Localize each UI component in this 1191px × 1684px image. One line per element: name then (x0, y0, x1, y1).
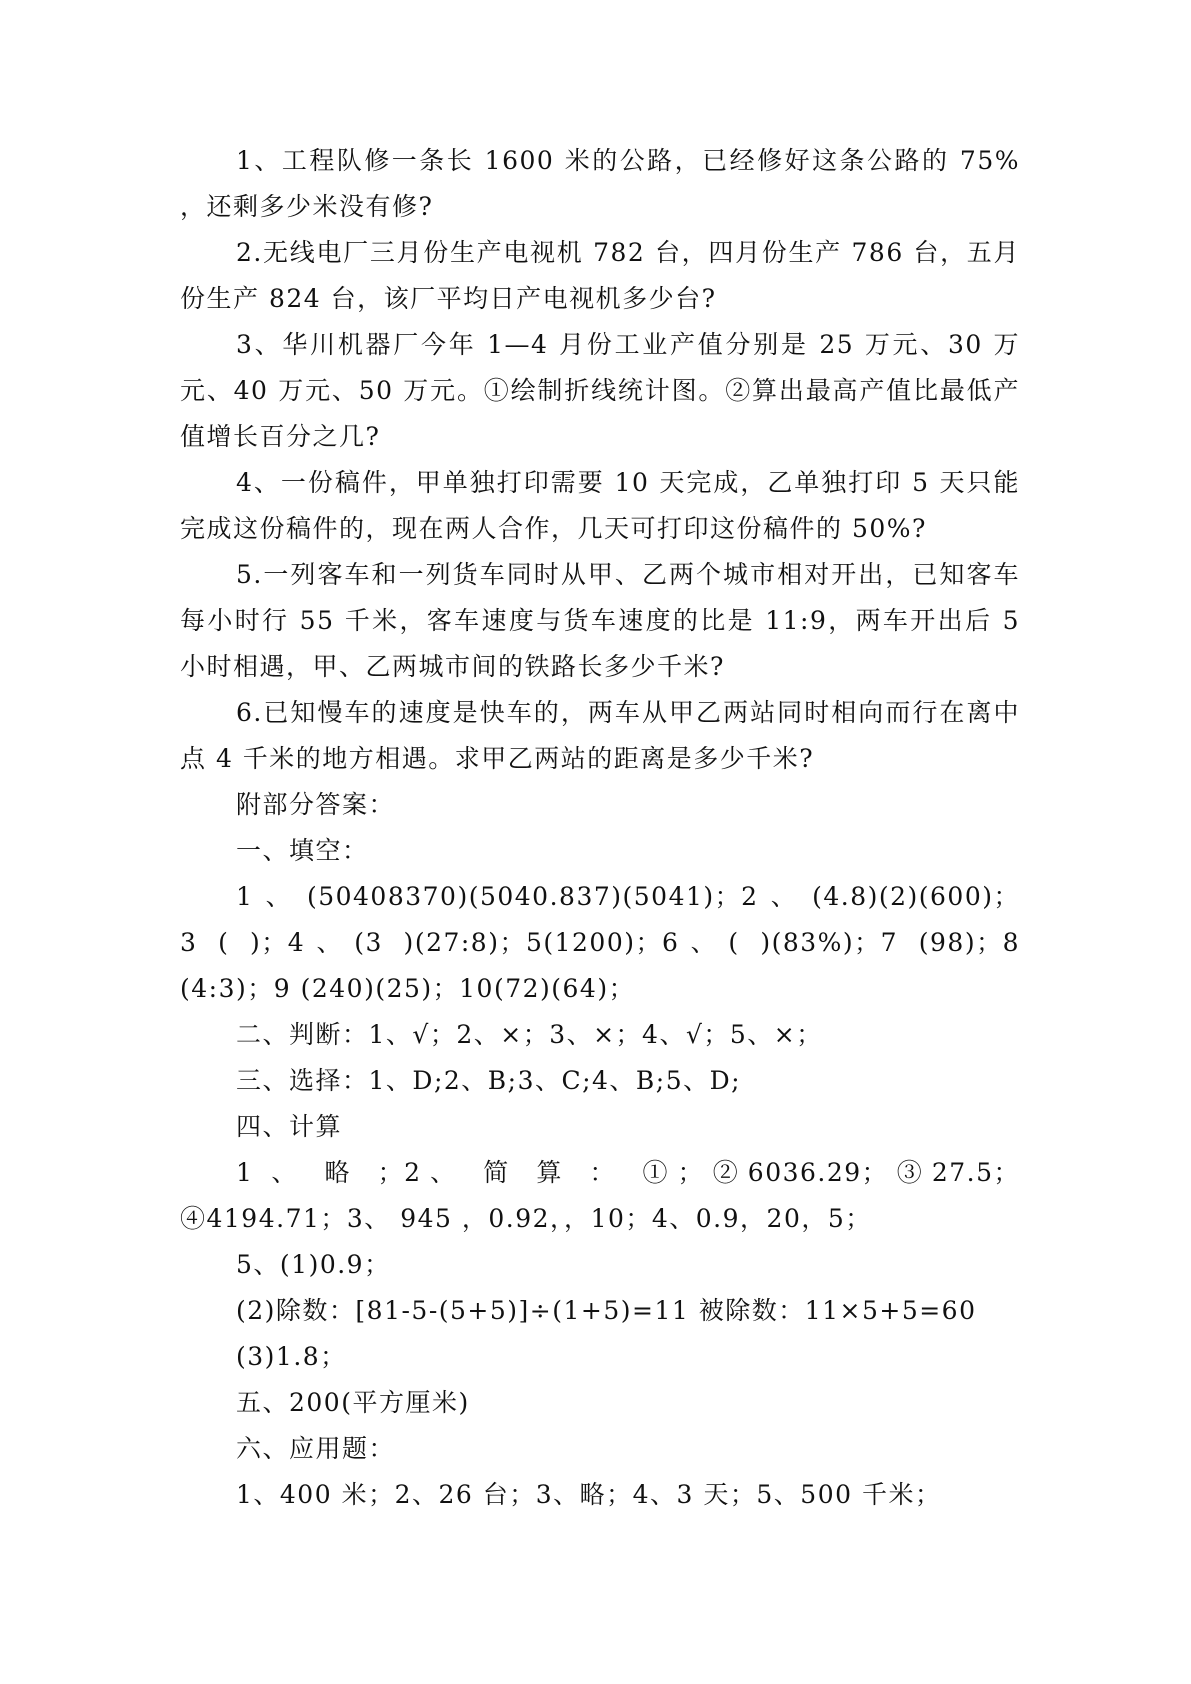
judgement-answers: 二、判断：1、√；2、×；3、×；4、√；5、×； (236, 1020, 823, 1049)
calculation-5-part-3: (3)1.8； (236, 1342, 347, 1371)
problem-5: 5.一列客车和一列货车同时从甲、乙两个城市相对开出，已知客车每小时行 55 千米，客车速度与货车速度的比是 11:9，两车开出后 5 小时相遇，甲、乙两城市间的铁路长多少千米? (180, 560, 1020, 681)
calculation-5-part-2: (2)除数：[81-5-(5+5)]÷(1+5)=11 被除数：11×5+5=60 (236, 1296, 977, 1325)
calculation-5-part-1: 5、(1)0.9； (236, 1250, 391, 1279)
problem-2: 2.无线电厂三月份生产电视机 782 台，四月份生产 786 台，五月份生产 824 台，该厂平均日产电视机多少台? (180, 238, 1020, 313)
answers-heading: 附部分答案： (236, 790, 396, 819)
application-answers: 1、400 米；2、26 台；3、略；4、3 天；5、500 千米； (236, 1480, 942, 1509)
problem-3: 3、华川机器厂今年 1—4 月份工业产值分别是 25 万元、30 万元、40 万元、50 万元。①绘制折线统计图。②算出最高产值比最低产值增长百分之几? (180, 330, 1020, 451)
fill-blank-title: 一、填空： (236, 836, 369, 865)
application-title: 六、应用题： (236, 1434, 396, 1463)
section-5-answer: 五、200(平方厘米) (236, 1388, 470, 1417)
choice-answers: 三、选择：1、D;2、B;3、C;4、B;5、D; (236, 1066, 742, 1095)
fill-blank-answers: 1 、 (50408370)(5040.837)(5041)；2 、 (4.8)(2)(600)；3 ( )；4、(3 )(27:8)；5(1200)；6、( )(83%)；7 (98)；8 (4:3)；9 (240)(25)；10(72)(64)； (180, 882, 1020, 1003)
document-body (180, 138, 1020, 1518)
problem-1: 1、工程队修一条长 1600 米的公路，已经修好这条公路的 75% ，还剩多少米没有修? (180, 146, 1020, 221)
calculation-answers: 1 、 略 ；2、 简 算 ： ①；②6036.29；③27.5；④4194.71；3、 945 ，0.92，，10；4、0.9，20，5； (180, 1158, 1020, 1233)
calculation-title: 四、计算 (236, 1112, 343, 1141)
problem-4: 4、一份稿件，甲单独打印需要 10 天完成，乙单独打印 5 天只能完成这份稿件的，现在两人合作，几天可打印这份稿件的 50%? (180, 468, 1020, 543)
problem-6: 6.已知慢车的速度是快车的，两车从甲乙两站同时相向而行在离中点 4 千米的地方相遇。求甲乙两站的距离是多少千米? (180, 698, 1020, 773)
